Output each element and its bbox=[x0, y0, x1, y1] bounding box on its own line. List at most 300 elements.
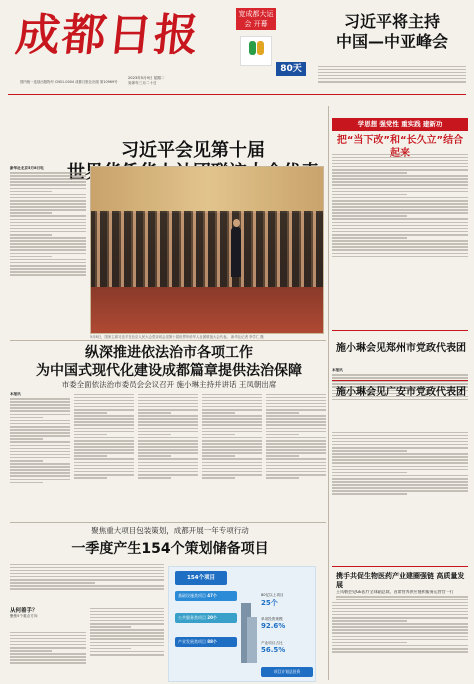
info-stat-2 bbox=[261, 617, 313, 635]
text-line bbox=[332, 626, 468, 628]
text-line bbox=[332, 188, 468, 190]
text-line bbox=[138, 468, 198, 470]
top-right-headline[interactable]: 习近平将主持 中国—中亚峰会 bbox=[335, 12, 448, 51]
text-line bbox=[10, 656, 86, 658]
third-headline[interactable]: 一季度产生154个策划储备项目 bbox=[71, 541, 269, 557]
text-line bbox=[336, 596, 468, 598]
text-line bbox=[332, 629, 468, 631]
text-line bbox=[332, 225, 468, 227]
second-byline: 本报讯 bbox=[10, 392, 21, 396]
text-line bbox=[74, 440, 134, 442]
text-line bbox=[74, 409, 134, 411]
text-lines bbox=[74, 394, 134, 479]
right-story-4-text bbox=[332, 600, 468, 680]
text-line bbox=[74, 462, 134, 464]
info-pill1-value: 47个 bbox=[207, 593, 217, 598]
text-line bbox=[332, 243, 468, 245]
text-line bbox=[10, 582, 95, 584]
photo-figure bbox=[231, 227, 241, 277]
publication-info: 国内统一连续出版物号 CN51-0004 成都日报社出版 第10969号 bbox=[20, 80, 118, 84]
text-line bbox=[10, 225, 86, 227]
text-line bbox=[332, 206, 468, 208]
text-line bbox=[138, 462, 198, 464]
text-line bbox=[202, 431, 262, 433]
text-line bbox=[74, 394, 134, 396]
text-line bbox=[332, 432, 468, 434]
text-line bbox=[138, 424, 198, 426]
text-line bbox=[332, 203, 468, 205]
text-line bbox=[10, 249, 86, 251]
text-line bbox=[74, 452, 134, 454]
text-line bbox=[332, 484, 468, 486]
text-line bbox=[332, 605, 468, 607]
info-stat1-label: 80亿以上项目 bbox=[261, 593, 284, 597]
text-line bbox=[10, 644, 86, 646]
top-right-body-text bbox=[318, 64, 466, 94]
text-line bbox=[138, 465, 198, 467]
text-line bbox=[10, 472, 70, 474]
text-line bbox=[202, 465, 262, 467]
text-line bbox=[10, 426, 70, 428]
text-lines bbox=[10, 398, 70, 483]
text-line bbox=[332, 438, 468, 440]
text-line bbox=[332, 383, 468, 385]
photo-figure-head bbox=[233, 219, 240, 227]
text-line bbox=[266, 468, 326, 470]
text-line bbox=[10, 479, 70, 481]
text-line bbox=[332, 181, 468, 183]
text-line bbox=[10, 457, 70, 459]
text-line bbox=[74, 397, 134, 399]
text-lines bbox=[10, 632, 86, 665]
text-line bbox=[10, 441, 70, 443]
info-total-projects: 154个项目 bbox=[175, 571, 227, 585]
text-line bbox=[332, 194, 407, 196]
text-line bbox=[90, 626, 131, 628]
text-line bbox=[10, 420, 70, 422]
second-subhead: 市委全面依法治市委员会会议召开 施小琳主持并讲话 王凤朝出席 bbox=[61, 380, 277, 389]
text-line bbox=[10, 570, 164, 572]
info-building-icon-2 bbox=[247, 617, 257, 663]
text-line bbox=[332, 472, 407, 474]
text-line bbox=[202, 462, 262, 464]
photo-carpet bbox=[91, 287, 324, 334]
text-line bbox=[10, 398, 70, 400]
text-line bbox=[138, 452, 198, 454]
text-line bbox=[74, 471, 134, 473]
text-line bbox=[74, 400, 134, 402]
text-line bbox=[202, 446, 262, 448]
text-line bbox=[10, 188, 86, 190]
text-line bbox=[10, 414, 70, 416]
text-line bbox=[138, 397, 198, 399]
text-line bbox=[10, 576, 164, 578]
text-line bbox=[74, 465, 134, 467]
text-line bbox=[202, 437, 262, 439]
text-line bbox=[332, 645, 468, 647]
text-line bbox=[266, 394, 326, 396]
universiade-emblem-icon bbox=[240, 36, 272, 66]
text-line bbox=[332, 184, 468, 186]
second-story-column-5 bbox=[266, 392, 326, 524]
text-line bbox=[332, 459, 468, 461]
text-line bbox=[90, 645, 164, 647]
text-line bbox=[10, 653, 86, 655]
text-line bbox=[202, 397, 262, 399]
text-line bbox=[332, 493, 407, 495]
text-line bbox=[10, 253, 86, 255]
text-line bbox=[10, 454, 70, 456]
text-line bbox=[332, 481, 468, 483]
text-line bbox=[138, 471, 198, 473]
info-stat2-label: 单项投资规模 bbox=[261, 617, 283, 621]
text-lines bbox=[266, 394, 326, 479]
column-divider bbox=[328, 106, 329, 680]
text-line bbox=[10, 460, 43, 462]
emblem-gold-shape bbox=[257, 41, 264, 55]
text-line bbox=[10, 641, 86, 643]
text-line bbox=[10, 256, 52, 258]
text-line bbox=[90, 654, 164, 656]
text-line bbox=[90, 611, 164, 613]
text-line bbox=[10, 215, 86, 217]
text-line bbox=[10, 178, 86, 180]
second-story-column-2 bbox=[74, 392, 134, 524]
text-line bbox=[10, 265, 86, 267]
text-line bbox=[10, 243, 86, 245]
text-line bbox=[202, 477, 235, 479]
text-line bbox=[74, 474, 134, 476]
section-divider-2 bbox=[10, 522, 326, 523]
info-stat1-value: 25个 bbox=[261, 599, 278, 607]
text-line bbox=[332, 648, 468, 650]
text-line bbox=[332, 651, 468, 653]
text-line bbox=[266, 455, 299, 457]
text-line bbox=[266, 440, 326, 442]
text-line bbox=[10, 407, 70, 409]
right-story-1-text bbox=[332, 152, 468, 312]
text-line bbox=[74, 406, 134, 408]
text-line bbox=[332, 246, 468, 248]
second-headline[interactable]: 纵深推进依法治市各项工作 为中国式现代化建设成都篇章提供法治保障 bbox=[36, 345, 302, 379]
text-line bbox=[332, 253, 468, 255]
text-line bbox=[10, 423, 70, 425]
text-line bbox=[202, 403, 262, 405]
text-line bbox=[90, 642, 164, 644]
text-line bbox=[266, 443, 326, 445]
text-line bbox=[202, 468, 262, 470]
text-line bbox=[332, 469, 468, 471]
text-line bbox=[332, 636, 468, 638]
text-lines bbox=[202, 394, 262, 479]
text-line bbox=[332, 160, 468, 162]
text-line bbox=[332, 377, 468, 379]
text-line bbox=[10, 448, 70, 450]
text-line bbox=[332, 490, 468, 492]
third-side-box bbox=[10, 606, 86, 628]
text-line bbox=[266, 412, 299, 414]
text-line bbox=[10, 404, 70, 406]
main-dateline: 新华社北京5月8日电 bbox=[10, 166, 44, 170]
text-line bbox=[10, 573, 164, 575]
main-story-text bbox=[10, 166, 86, 326]
text-line bbox=[10, 175, 86, 177]
issue-lunar-line: 癸卯年三月二十日 bbox=[128, 81, 157, 85]
main-news-photo[interactable] bbox=[90, 166, 324, 334]
text-line bbox=[332, 231, 468, 233]
text-line bbox=[332, 632, 468, 634]
text-line bbox=[138, 434, 171, 436]
masthead-divider bbox=[8, 94, 466, 95]
text-line bbox=[10, 469, 70, 471]
info-pill2-label: 公共服务类项目 bbox=[178, 615, 206, 620]
text-line bbox=[138, 474, 198, 476]
text-line bbox=[332, 215, 407, 217]
text-line bbox=[332, 487, 468, 489]
text-line bbox=[318, 78, 466, 80]
text-line bbox=[10, 246, 86, 248]
info-pill3-value: 88个 bbox=[207, 639, 217, 644]
info-total-investment: 项目计划总投资 bbox=[261, 667, 313, 677]
second-story-column-4 bbox=[202, 392, 262, 524]
text-line bbox=[74, 403, 134, 405]
text-line bbox=[90, 651, 164, 653]
info-pill1-label: 基础设施类项目 bbox=[178, 593, 206, 598]
info-pill3-label: 产业发展类项目 bbox=[178, 639, 206, 644]
info-pill-infrastructure bbox=[175, 591, 237, 601]
text-line bbox=[10, 172, 86, 174]
text-line bbox=[266, 428, 326, 430]
text-line bbox=[266, 458, 326, 460]
text-line bbox=[332, 191, 468, 193]
text-line bbox=[90, 608, 164, 610]
text-line bbox=[138, 421, 198, 423]
text-line bbox=[332, 639, 468, 641]
info-pill2-value: 20个 bbox=[207, 615, 217, 620]
text-line bbox=[332, 234, 468, 236]
text-line bbox=[266, 406, 326, 408]
text-line bbox=[90, 617, 164, 619]
text-line bbox=[332, 218, 468, 220]
text-line bbox=[74, 468, 134, 470]
text-line bbox=[332, 450, 407, 452]
text-line bbox=[266, 403, 326, 405]
text-line bbox=[10, 222, 86, 224]
text-line bbox=[10, 206, 86, 208]
text-line bbox=[138, 418, 198, 420]
right-divider-1 bbox=[332, 330, 468, 331]
text-line bbox=[10, 417, 43, 419]
text-line bbox=[318, 69, 466, 71]
text-line bbox=[138, 412, 171, 414]
right-headline-4-sub: 王凤朝会见GE医疗全球副总裁、首席营养供应链和服务运营官一行 bbox=[336, 590, 468, 600]
info-pill-public-service bbox=[175, 613, 237, 623]
text-line bbox=[10, 429, 70, 431]
text-line bbox=[266, 424, 326, 426]
text-line bbox=[10, 240, 86, 242]
text-line bbox=[318, 72, 466, 74]
text-line bbox=[318, 81, 466, 83]
right-headline-2[interactable]: 施小琳会见郑州市党政代表团 bbox=[336, 343, 466, 354]
text-line bbox=[10, 650, 52, 652]
text-line bbox=[138, 400, 198, 402]
text-line bbox=[138, 440, 198, 442]
text-line bbox=[10, 234, 52, 236]
text-line bbox=[10, 194, 86, 196]
info-stat2-value: 92.6% bbox=[261, 622, 286, 630]
text-line bbox=[10, 191, 52, 193]
text-line bbox=[74, 418, 134, 420]
text-line bbox=[332, 475, 468, 477]
text-line bbox=[10, 401, 70, 403]
text-line bbox=[332, 453, 468, 455]
text-line bbox=[202, 434, 235, 436]
text-line bbox=[332, 166, 468, 168]
text-line bbox=[202, 394, 262, 396]
projects-infographic bbox=[168, 566, 316, 682]
side-box-subtitle: 聚焦5个重点方向 bbox=[10, 614, 38, 618]
text-line bbox=[10, 463, 70, 465]
text-line bbox=[74, 415, 134, 417]
text-line bbox=[332, 435, 468, 437]
text-line bbox=[266, 437, 326, 439]
text-line bbox=[10, 567, 164, 569]
text-line bbox=[10, 445, 70, 447]
text-line bbox=[332, 240, 468, 242]
text-line bbox=[90, 623, 164, 625]
text-line bbox=[74, 428, 134, 430]
text-line bbox=[266, 421, 326, 423]
text-line bbox=[318, 66, 466, 68]
text-line bbox=[10, 237, 86, 239]
text-line bbox=[202, 471, 262, 473]
main-headline[interactable]: 习近平会见第十届 bbox=[121, 140, 265, 161]
text-line bbox=[332, 374, 468, 376]
text-line bbox=[266, 418, 326, 420]
third-story-text-mid bbox=[90, 606, 164, 682]
text-line bbox=[10, 435, 70, 437]
text-line bbox=[332, 642, 407, 644]
text-line bbox=[74, 477, 107, 479]
text-line bbox=[90, 629, 164, 631]
text-line bbox=[90, 614, 164, 616]
newspaper-logo: 成都日报 bbox=[13, 10, 203, 61]
text-line bbox=[10, 632, 86, 634]
text-lines bbox=[10, 172, 86, 276]
right-headline-3[interactable]: 施小琳会见广安市党政代表团 bbox=[336, 387, 466, 398]
text-line bbox=[74, 434, 107, 436]
text-line bbox=[266, 415, 326, 417]
third-prehead: 聚焦重大项目包装策划，成都开展一年专项行动 bbox=[91, 526, 249, 535]
text-line bbox=[10, 200, 86, 202]
text-line bbox=[202, 474, 262, 476]
photo-crowd bbox=[91, 211, 324, 291]
text-line bbox=[10, 212, 52, 214]
text-line bbox=[138, 449, 198, 451]
text-line bbox=[10, 181, 86, 183]
text-line bbox=[266, 471, 326, 473]
text-lines bbox=[90, 608, 164, 656]
text-line bbox=[138, 443, 198, 445]
text-line bbox=[202, 443, 262, 445]
text-line bbox=[10, 659, 86, 661]
text-line bbox=[10, 274, 86, 276]
text-line bbox=[202, 449, 262, 451]
text-line bbox=[332, 197, 468, 199]
text-line bbox=[90, 638, 164, 640]
text-lines bbox=[332, 602, 468, 653]
text-line bbox=[10, 209, 86, 211]
text-line bbox=[10, 588, 164, 590]
text-line bbox=[74, 446, 134, 448]
text-line bbox=[90, 635, 164, 637]
text-line bbox=[10, 585, 164, 587]
photo-backdrop bbox=[91, 167, 324, 213]
text-line bbox=[202, 452, 262, 454]
text-line bbox=[10, 228, 86, 230]
text-lines bbox=[138, 394, 198, 479]
text-line bbox=[266, 477, 299, 479]
text-line bbox=[10, 635, 86, 637]
text-line bbox=[266, 409, 326, 411]
text-line bbox=[74, 412, 107, 414]
text-line bbox=[332, 200, 468, 202]
text-line bbox=[266, 452, 326, 454]
text-line bbox=[332, 209, 468, 211]
text-line bbox=[202, 421, 262, 423]
text-lines bbox=[10, 564, 164, 590]
text-line bbox=[74, 449, 134, 451]
text-line bbox=[74, 458, 134, 460]
text-line bbox=[332, 608, 468, 610]
right-divider-2 bbox=[332, 380, 468, 381]
text-line bbox=[332, 228, 468, 230]
text-line bbox=[10, 271, 86, 273]
text-line bbox=[202, 409, 262, 411]
right-divider-3 bbox=[332, 566, 468, 567]
right-headline-4[interactable]: 携手共促生物医药产业建圈强链 高质量发展 bbox=[336, 572, 465, 589]
text-lines bbox=[332, 154, 468, 258]
section-divider-1 bbox=[10, 340, 326, 341]
universiade-banner: 宽成都大运会 开幕 bbox=[236, 8, 276, 30]
text-line bbox=[10, 647, 86, 649]
text-line bbox=[202, 428, 262, 430]
text-line bbox=[90, 620, 164, 622]
text-line bbox=[138, 431, 198, 433]
info-stat3-value: 56.5% bbox=[261, 646, 286, 654]
third-story-text-top bbox=[10, 562, 164, 604]
text-line bbox=[138, 403, 198, 405]
text-line bbox=[202, 412, 235, 414]
text-line bbox=[74, 455, 107, 457]
text-line bbox=[10, 662, 86, 664]
text-line bbox=[202, 400, 262, 402]
text-line bbox=[266, 431, 326, 433]
right-headline-1[interactable]: 把“当下改”和“长久立”结合 bbox=[336, 135, 464, 146]
text-line bbox=[10, 638, 86, 640]
text-line bbox=[332, 447, 468, 449]
text-line bbox=[10, 219, 86, 221]
text-line bbox=[332, 620, 407, 622]
text-line bbox=[138, 409, 198, 411]
third-story-text-left bbox=[10, 630, 86, 682]
emblem-green-shape bbox=[249, 41, 256, 55]
text-line bbox=[138, 458, 198, 460]
text-line bbox=[332, 169, 468, 171]
text-line bbox=[202, 455, 235, 457]
text-line bbox=[332, 602, 468, 604]
text-line bbox=[10, 451, 70, 453]
